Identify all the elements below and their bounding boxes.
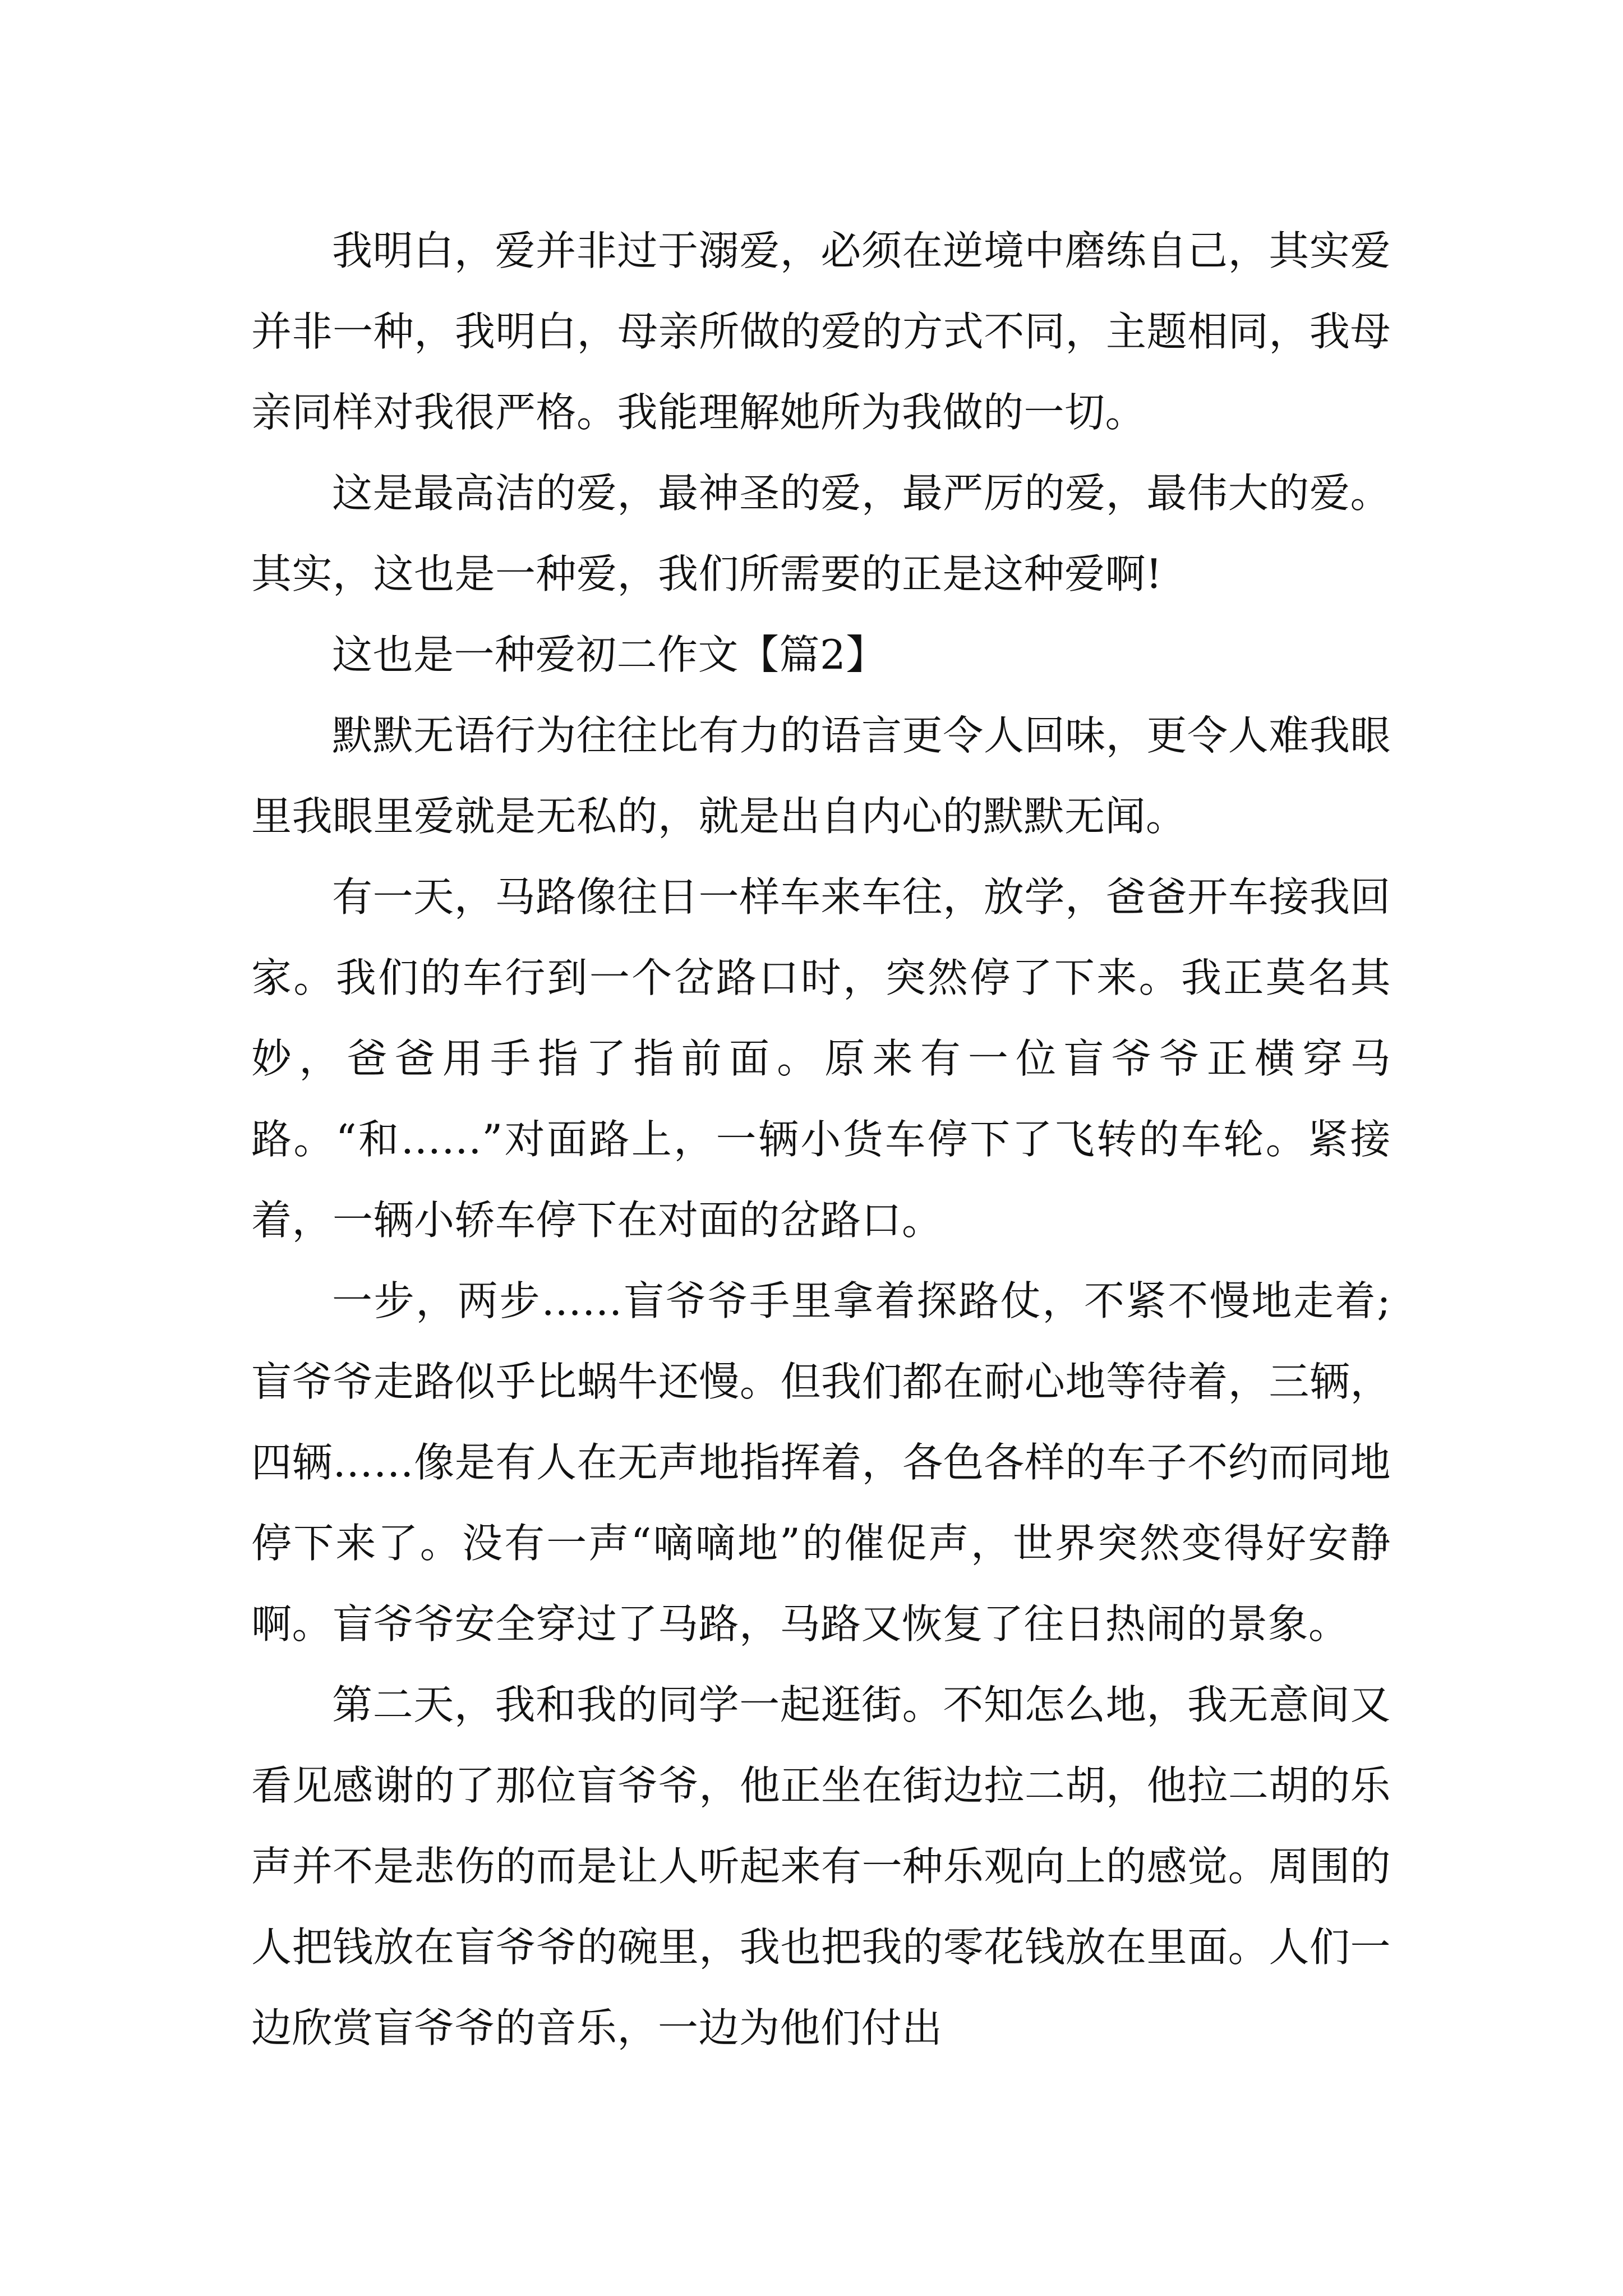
paragraph-5: 一步，两步……盲爷爷手里拿着探路仗，不紧不慢地走着;盲爷爷走路似乎比蜗牛还慢。但我们都在耐心地等待着，三辆，四辆……像是有人在无声地指挥着，各色各样的车子不约而同地停下来了。没有一声“嘀嘀地”的催促声，世界突然变得好安静啊。盲爷爷安全穿过了马路，马路又恢复了往日热闹的景象。	[251, 1277, 1391, 1648]
paragraph-4: 有一天，马路像往日一样车来车往，放学，爸爸开车接我回家。我们的车行到一个岔路口时，突然停了下来。我正莫名其妙，爸爸用手指了指前面。原来有一位盲爷爷正横穿马路。“和……”对面路上，一辆小货车停下了飞转的车轮。紧接着，一辆小轿车停下在对面的岔路口。	[251, 873, 1391, 1244]
paragraph-3: 默默无语行为往往比有力的语言更令人回味，更令人难我眼里我眼里爱就是无私的，就是出自内心的默默无闻。	[251, 712, 1391, 840]
paragraph-6: 第二天，我和我的同学一起逛街。不知怎么地，我无意间又看见感谢的了那位盲爷爷，他正坐在街边拉二胡，他拉二胡的乐声并不是悲伤的而是让人听起来有一种乐观向上的感觉。周围的人把钱放在盲爷爷的碗里，我也把我的零花钱放在里面。人们一边欣赏盲爷爷的音乐，一边为他们付出	[251, 1681, 1391, 2051]
section-heading: 这也是一种爱初二作文【篇2】	[332, 631, 887, 678]
paragraph-1: 我明白，爱并非过于溺爱，必须在逆境中磨练自己，其实爱并非一种，我明白，母亲所做的爱的方式不同，主题相同，我母亲同样对我很严格。我能理解她所为我做的一切。	[251, 227, 1391, 436]
paragraph-2: 这是最高洁的爱，最神圣的爱，最严厉的爱，最伟大的爱。其实，这也是一种爱，我们所需要的正是这种爱啊!	[251, 470, 1391, 597]
document-page	[251, 210, 1391, 2068]
